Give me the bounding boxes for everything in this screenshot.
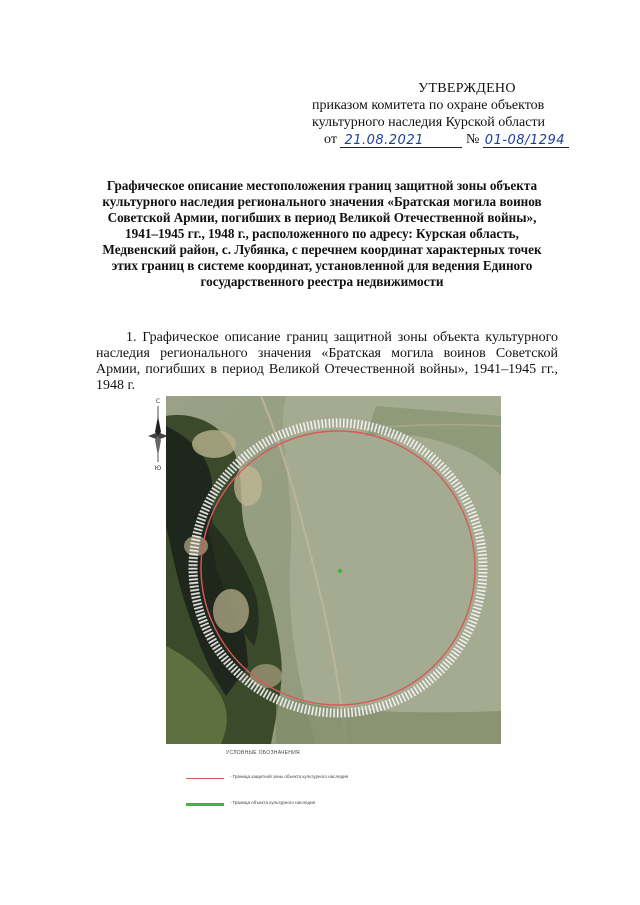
- satellite-map: [166, 396, 501, 744]
- legend-red-line: [186, 778, 224, 779]
- number-handwritten: 01-08/1294: [484, 133, 566, 148]
- number-prefix: №: [465, 132, 480, 147]
- compass-rose: [148, 396, 168, 476]
- date-prefix: от: [324, 132, 337, 147]
- legend-item-boundary-label: - Граница защитной зоны объекта культурного наследия: [230, 774, 349, 779]
- approval-line-1: приказом комитета по охране объектов: [312, 98, 545, 113]
- date-handwritten: 21.08.2021: [344, 133, 424, 148]
- section-paragraph-text: 1. Графическое описание границ защитной зоны объекта культурного наследия регионального значения «Братская могила воинов Советской Армии, погибших в период Великой Отечественной войны», 1941–1945 гг., 1948 г.: [96, 330, 558, 393]
- legend-item-object-label: - Граница объекта культурного наследия: [230, 800, 316, 805]
- map-legend: [186, 750, 466, 805]
- legend-item-object: [186, 800, 466, 810]
- legend-item-boundary: [186, 774, 466, 784]
- number-field: [483, 132, 569, 148]
- legend-title: УСЛОВНЫЕ ОБОЗНАЧЕНИЯ: [226, 750, 300, 756]
- approval-line-2: культурного наследия Курской области: [312, 115, 546, 130]
- document-heading: Графическое описание местоположения границ защитной зоны объекта культурного наследия регионального значения «Братская могила воинов Советской Армии, погибших в период Великой Отечественной войны», 1941–1945 гг., 1948 г., расположенного по адресу: Курская область, Медвенский район, с. Лубянка, с перечнем координат характерных точек этих границ в системе координат, установленной для ведения Единого государственного реестра недвижимости: [102, 178, 542, 289]
- legend-green-line: [186, 803, 224, 806]
- date-field: [340, 132, 462, 148]
- compass-north-label: С: [155, 398, 161, 405]
- approval-block: [312, 80, 612, 151]
- approval-title: УТВЕРЖДЕНО: [418, 81, 516, 96]
- compass-south-label: Ю: [154, 465, 162, 472]
- approval-order-line: [312, 131, 612, 151]
- section-paragraph: [96, 330, 558, 394]
